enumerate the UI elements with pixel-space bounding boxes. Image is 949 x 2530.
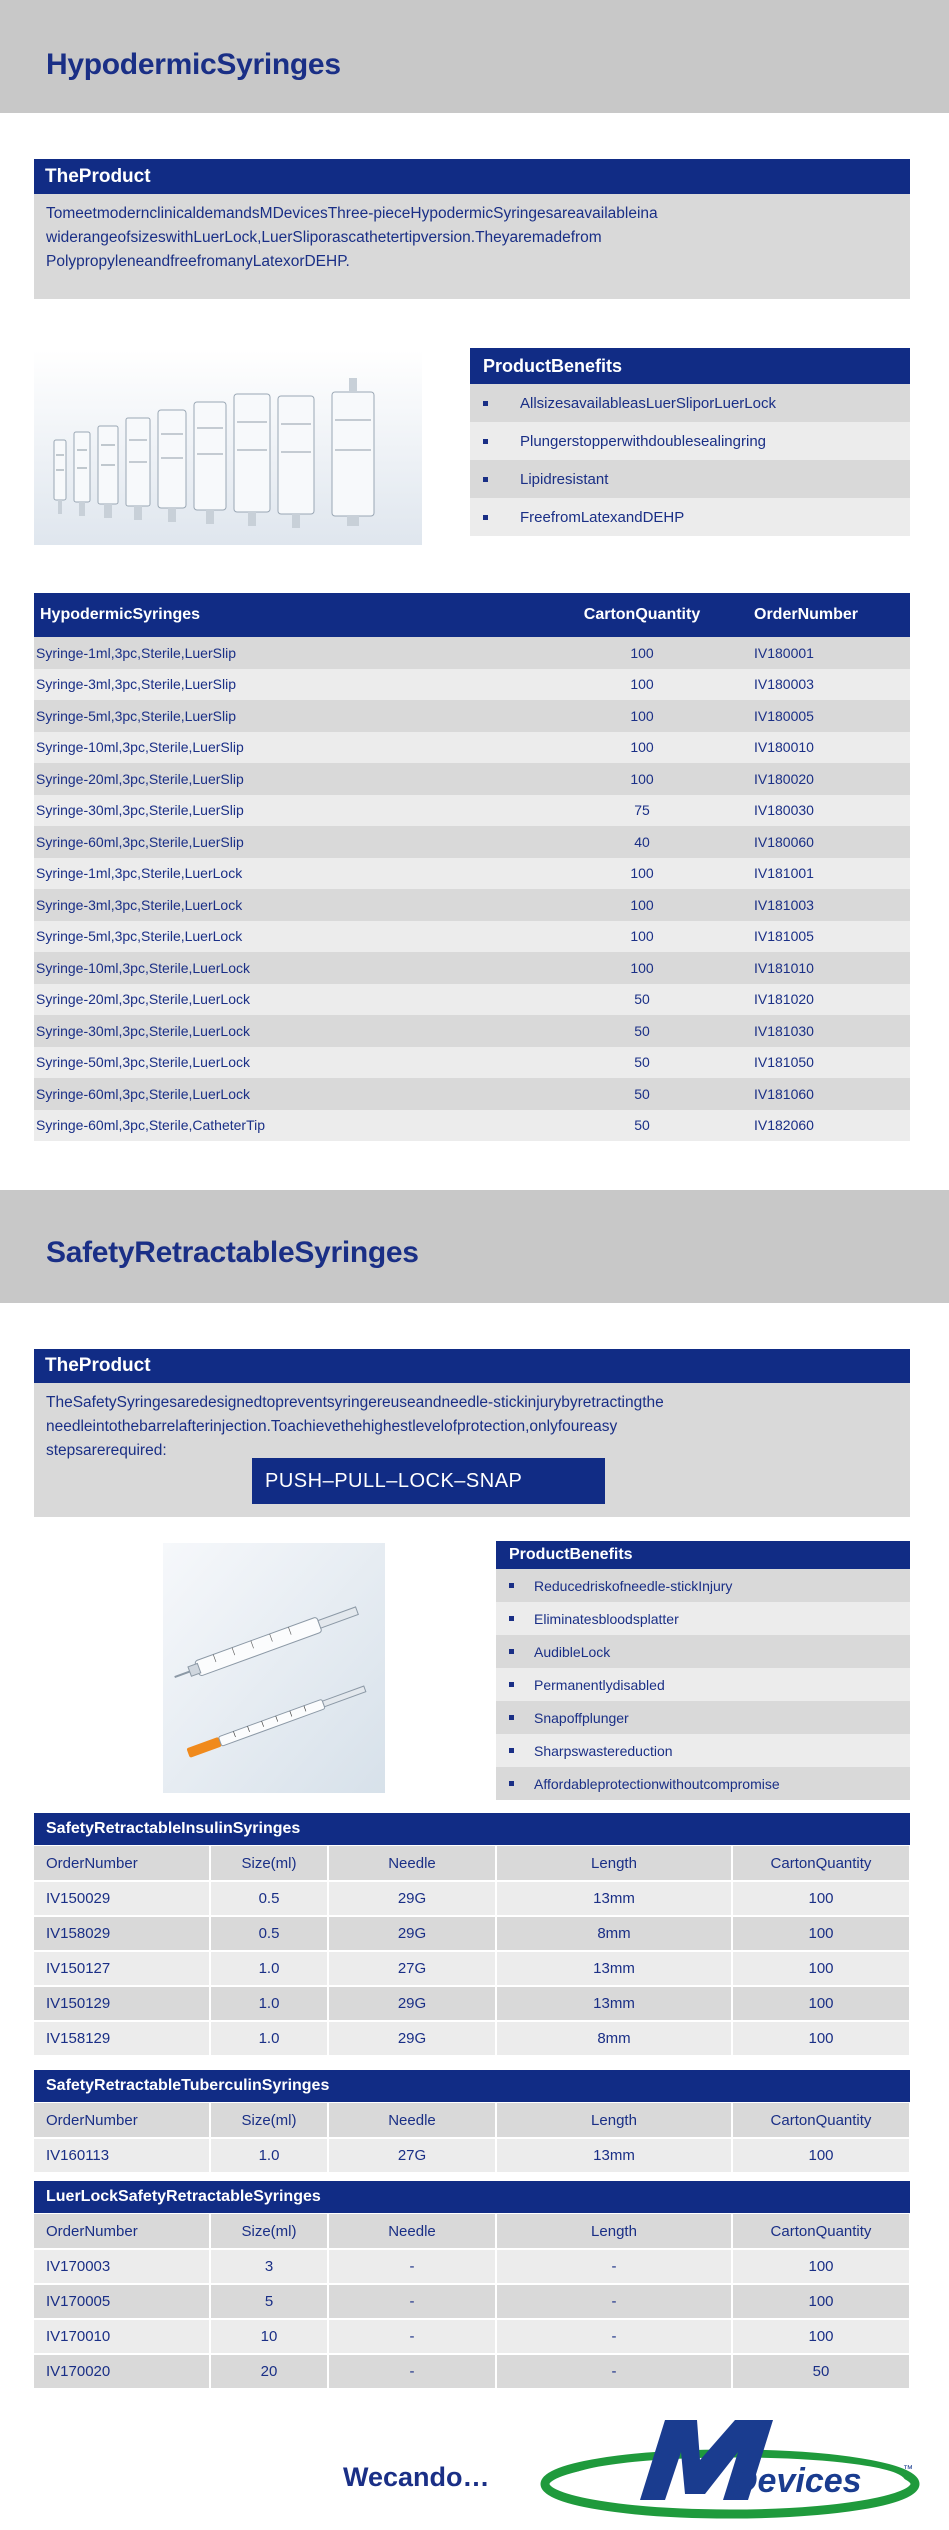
length-cell: -	[496, 2354, 732, 2389]
push-pull-lock-snap-banner: PUSH–PULL–LOCK–SNAP	[252, 1458, 605, 1504]
table-header-row	[34, 2214, 910, 2249]
order-number-cell: IV170003	[34, 2249, 210, 2284]
carton-quantity-cell: 100	[542, 858, 742, 890]
mdevices-logo-icon	[535, 2408, 920, 2520]
product-description-line: TheSafetySyringesaredesignedtopreventsyringereuseandneedle-stickinjurybyretractingthe	[46, 1394, 664, 1411]
benefit-text: AllsizesavailableasLuerSliporLuerLock	[520, 394, 776, 412]
carton-quantity-cell: 50	[542, 984, 742, 1016]
column-header-length: Length	[496, 1846, 732, 1881]
column-header-size: Size(ml)	[210, 2214, 328, 2249]
carton-quantity-cell: 100	[542, 700, 742, 732]
bullet-icon	[483, 515, 488, 520]
bullet-icon	[509, 1649, 514, 1654]
product-benefits-heading: ProductBenefits	[496, 1541, 910, 1569]
benefit-item	[496, 1734, 910, 1767]
table-row	[34, 2021, 910, 2056]
order-number-cell: IV180003	[742, 669, 910, 701]
table-row	[34, 984, 910, 1016]
table-header-row	[34, 2103, 910, 2138]
order-number-cell: IV181030	[742, 1015, 910, 1047]
safety-syringe-photo	[163, 1543, 385, 1793]
section-band-hypodermic	[0, 0, 949, 113]
carton-quantity-cell: 50	[542, 1110, 742, 1142]
carton-quantity-cell: 100	[542, 921, 742, 953]
size-cell: 1.0	[210, 2138, 328, 2173]
column-header-order-number: OrderNumber	[34, 1846, 210, 1881]
table-row	[34, 1986, 910, 2021]
bullet-icon	[509, 1616, 514, 1621]
needle-cell: 27G	[328, 1951, 496, 1986]
product-cell: Syringe-1ml,3pc,Sterile,LuerLock	[34, 858, 542, 890]
benefit-item	[496, 1569, 910, 1602]
order-number-cell: IV180060	[742, 826, 910, 858]
table-row	[34, 1015, 910, 1047]
carton-quantity-cell: 50	[542, 1078, 742, 1110]
needle-cell: -	[328, 2354, 496, 2389]
size-cell: 3	[210, 2249, 328, 2284]
carton-quantity-cell: 100	[732, 2021, 910, 2056]
table-row	[34, 858, 910, 890]
column-header-carton-quantity: CartonQuantity	[542, 593, 742, 637]
benefit-item	[496, 1767, 910, 1800]
needle-cell: -	[328, 2284, 496, 2319]
benefit-item	[496, 1635, 910, 1668]
order-number-cell: IV150029	[34, 1881, 210, 1916]
benefit-text: Sharpswastereduction	[534, 1742, 673, 1759]
table-row	[34, 732, 910, 764]
product-benefits-safety	[496, 1541, 910, 1800]
column-header-needle: Needle	[328, 2214, 496, 2249]
column-header-carton-quantity: CartonQuantity	[732, 1846, 910, 1881]
table-row	[34, 1881, 910, 1916]
product-benefits-hypodermic	[470, 348, 910, 536]
benefit-text: Plungerstopperwithdoublesealingring	[520, 432, 766, 450]
table-row	[34, 700, 910, 732]
needle-cell: -	[328, 2319, 496, 2354]
order-number-cell: IV180010	[742, 732, 910, 764]
product-cell: Syringe-20ml,3pc,Sterile,LuerSlip	[34, 763, 542, 795]
product-cell: Syringe-30ml,3pc,Sterile,LuerSlip	[34, 795, 542, 827]
bullet-icon	[509, 1583, 514, 1588]
luerlock-table-title: LuerLockSafetyRetractableSyringes	[34, 2181, 910, 2213]
length-cell: 13mm	[496, 1951, 732, 1986]
length-cell: -	[496, 2249, 732, 2284]
table-header-row	[34, 593, 910, 637]
safety-syringe-illustration	[163, 1543, 385, 1793]
order-number-cell: IV170020	[34, 2354, 210, 2389]
size-cell: 0.5	[210, 1881, 328, 1916]
table-row	[34, 669, 910, 701]
section-band-safety	[0, 1190, 949, 1303]
carton-quantity-cell: 100	[732, 2284, 910, 2319]
product-box-heading: TheProduct	[34, 159, 910, 194]
carton-quantity-cell: 100	[542, 732, 742, 764]
product-cell: Syringe-1ml,3pc,Sterile,LuerSlip	[34, 637, 542, 669]
table-row	[34, 1916, 910, 1951]
benefit-text: Permanentlydisabled	[534, 1676, 665, 1693]
order-number-cell: IV160113	[34, 2138, 210, 2173]
benefit-item	[470, 422, 910, 460]
benefit-item	[496, 1668, 910, 1701]
product-description-line: TomeetmodernclinicaldemandsMDevicesThree-pieceHypodermicSyringesareavailableina	[46, 205, 658, 222]
needle-cell: 29G	[328, 2021, 496, 2056]
length-cell: -	[496, 2284, 732, 2319]
needle-cell: 29G	[328, 1881, 496, 1916]
order-number-cell: IV180020	[742, 763, 910, 795]
length-cell: 13mm	[496, 1986, 732, 2021]
length-cell: 8mm	[496, 1916, 732, 1951]
order-number-cell: IV181001	[742, 858, 910, 890]
carton-quantity-cell: 100	[732, 2319, 910, 2354]
footer-tagline: Wecando…	[343, 2462, 490, 2492]
logo-text: Devices	[733, 2462, 862, 2500]
product-cell: Syringe-5ml,3pc,Sterile,LuerLock	[34, 921, 542, 953]
carton-quantity-cell: 100	[542, 952, 742, 984]
product-cell: Syringe-20ml,3pc,Sterile,LuerLock	[34, 984, 542, 1016]
benefit-item	[470, 384, 910, 422]
table-row	[34, 763, 910, 795]
order-number-cell: IV150129	[34, 1986, 210, 2021]
length-cell: 13mm	[496, 1881, 732, 1916]
benefit-text: FreefromLatexandDEHP	[520, 508, 685, 526]
product-box-hypodermic	[34, 159, 910, 299]
benefit-item	[470, 498, 910, 536]
order-number-cell: IV180030	[742, 795, 910, 827]
table-row	[34, 826, 910, 858]
product-description	[34, 194, 910, 282]
order-number-cell: IV181010	[742, 952, 910, 984]
insulin-table-title: SafetyRetractableInsulinSyringes	[34, 1813, 910, 1845]
benefit-text: AudibleLock	[534, 1643, 611, 1660]
table-row	[34, 1078, 910, 1110]
carton-quantity-cell: 100	[542, 889, 742, 921]
bullet-icon	[509, 1781, 514, 1786]
hypodermic-syringes-table	[34, 593, 910, 1141]
order-number-cell: IV181003	[742, 889, 910, 921]
needle-cell: 29G	[328, 1986, 496, 2021]
product-cell: Syringe-60ml,3pc,Sterile,LuerSlip	[34, 826, 542, 858]
benefit-text: Affordableprotectionwithoutcompromise	[534, 1775, 780, 1792]
table-row	[34, 2138, 910, 2173]
product-cell: Syringe-10ml,3pc,Sterile,LuerLock	[34, 952, 542, 984]
benefit-text: Lipidresistant	[520, 470, 609, 488]
length-cell: 8mm	[496, 2021, 732, 2056]
product-cell: Syringe-60ml,3pc,Sterile,CatheterTip	[34, 1110, 542, 1142]
order-number-cell: IV181060	[742, 1078, 910, 1110]
syringes-photo	[34, 350, 422, 545]
order-number-cell: IV180001	[742, 637, 910, 669]
size-cell: 20	[210, 2354, 328, 2389]
column-header-length: Length	[496, 2103, 732, 2138]
product-box-heading: TheProduct	[34, 1349, 910, 1383]
order-number-cell: IV181050	[742, 1047, 910, 1079]
product-cell: Syringe-30ml,3pc,Sterile,LuerLock	[34, 1015, 542, 1047]
table-row	[34, 1110, 910, 1142]
table-row	[34, 1047, 910, 1079]
insulin-syringes-table	[34, 1846, 911, 2057]
size-cell: 5	[210, 2284, 328, 2319]
table-row	[34, 889, 910, 921]
order-number-cell: IV150127	[34, 1951, 210, 1986]
carton-quantity-cell: 50	[732, 2354, 910, 2389]
table-row	[34, 921, 910, 953]
benefit-item	[470, 460, 910, 498]
product-cell: Syringe-3ml,3pc,Sterile,LuerLock	[34, 889, 542, 921]
carton-quantity-cell: 50	[542, 1015, 742, 1047]
bullet-icon	[483, 477, 488, 482]
column-header-carton-quantity: CartonQuantity	[732, 2214, 910, 2249]
needle-cell: -	[328, 2249, 496, 2284]
bullet-icon	[509, 1748, 514, 1753]
order-number-cell: IV170010	[34, 2319, 210, 2354]
bullet-icon	[483, 439, 488, 444]
section-title-safety: SafetyRetractableSyringes	[46, 1236, 419, 1269]
needle-cell: 27G	[328, 2138, 496, 2173]
table-row	[34, 2354, 910, 2389]
carton-quantity-cell: 100	[542, 669, 742, 701]
order-number-cell: IV158129	[34, 2021, 210, 2056]
size-cell: 1.0	[210, 1951, 328, 1986]
product-description-line: needleintothebarrelafterinjection.Toachievethehighestlevelofprotection,onlyfoureasy	[46, 1418, 618, 1435]
table-row	[34, 2249, 910, 2284]
column-header-size: Size(ml)	[210, 2103, 328, 2138]
carton-quantity-cell: 100	[732, 1986, 910, 2021]
benefit-text: Snapoffplunger	[534, 1709, 629, 1726]
column-header-carton-quantity: CartonQuantity	[732, 2103, 910, 2138]
carton-quantity-cell: 75	[542, 795, 742, 827]
column-header-product: HypodermicSyringes	[34, 593, 542, 637]
length-cell: 13mm	[496, 2138, 732, 2173]
table-row	[34, 2319, 910, 2354]
product-cell: Syringe-60ml,3pc,Sterile,LuerLock	[34, 1078, 542, 1110]
order-number-cell: IV181005	[742, 921, 910, 953]
column-header-needle: Needle	[328, 1846, 496, 1881]
product-benefits-heading: ProductBenefits	[470, 348, 910, 384]
table-header-row	[34, 1846, 910, 1881]
table-row	[34, 795, 910, 827]
size-cell: 1.0	[210, 1986, 328, 2021]
benefit-item	[496, 1602, 910, 1635]
carton-quantity-cell: 100	[732, 2249, 910, 2284]
product-description-line: widerangeofsizeswithLuerLock,LuerSliporascathetertipversion.Theyaremadefrom	[46, 229, 602, 246]
benefit-text: Reducedriskofneedle-stickInjury	[534, 1577, 733, 1594]
carton-quantity-cell: 100	[732, 2138, 910, 2173]
bullet-icon	[483, 401, 488, 406]
column-header-order-number: OrderNumber	[34, 2103, 210, 2138]
carton-quantity-cell: 40	[542, 826, 742, 858]
section-title-hypodermic: HypodermicSyringes	[46, 48, 341, 81]
table-row	[34, 2284, 910, 2319]
syringes-illustration	[34, 350, 422, 545]
product-description-line: stepsarerequired:	[46, 1442, 167, 1459]
table-row	[34, 637, 910, 669]
order-number-cell: IV158029	[34, 1916, 210, 1951]
svg-text:™: ™	[903, 2464, 913, 2475]
bullet-icon	[509, 1682, 514, 1687]
column-header-needle: Needle	[328, 2103, 496, 2138]
carton-quantity-cell: 100	[732, 1916, 910, 1951]
mdevices-logo	[535, 2408, 920, 2520]
column-header-order-number: OrderNumber	[34, 2214, 210, 2249]
product-description-line: PolypropyleneandfreefromanyLatexorDEHP.	[46, 253, 350, 270]
size-cell: 10	[210, 2319, 328, 2354]
needle-cell: 29G	[328, 1916, 496, 1951]
benefit-text: Eliminatesbloodsplatter	[534, 1610, 679, 1627]
length-cell: -	[496, 2319, 732, 2354]
carton-quantity-cell: 100	[732, 1881, 910, 1916]
table-row	[34, 952, 910, 984]
column-header-order-number: OrderNumber	[742, 593, 910, 637]
order-number-cell: IV170005	[34, 2284, 210, 2319]
column-header-length: Length	[496, 2214, 732, 2249]
tuberculin-syringes-table	[34, 2103, 911, 2174]
column-header-size: Size(ml)	[210, 1846, 328, 1881]
table-row	[34, 1951, 910, 1986]
carton-quantity-cell: 100	[542, 763, 742, 795]
tuberculin-table-title: SafetyRetractableTuberculinSyringes	[34, 2070, 910, 2102]
size-cell: 1.0	[210, 2021, 328, 2056]
size-cell: 0.5	[210, 1916, 328, 1951]
bullet-icon	[509, 1715, 514, 1720]
product-cell: Syringe-50ml,3pc,Sterile,LuerLock	[34, 1047, 542, 1079]
carton-quantity-cell: 100	[732, 1951, 910, 1986]
order-number-cell: IV182060	[742, 1110, 910, 1142]
carton-quantity-cell: 100	[542, 637, 742, 669]
product-cell: Syringe-3ml,3pc,Sterile,LuerSlip	[34, 669, 542, 701]
order-number-cell: IV180005	[742, 700, 910, 732]
order-number-cell: IV181020	[742, 984, 910, 1016]
product-cell: Syringe-10ml,3pc,Sterile,LuerSlip	[34, 732, 542, 764]
product-cell: Syringe-5ml,3pc,Sterile,LuerSlip	[34, 700, 542, 732]
luerlock-syringes-table	[34, 2214, 911, 2390]
benefit-item	[496, 1701, 910, 1734]
carton-quantity-cell: 50	[542, 1047, 742, 1079]
